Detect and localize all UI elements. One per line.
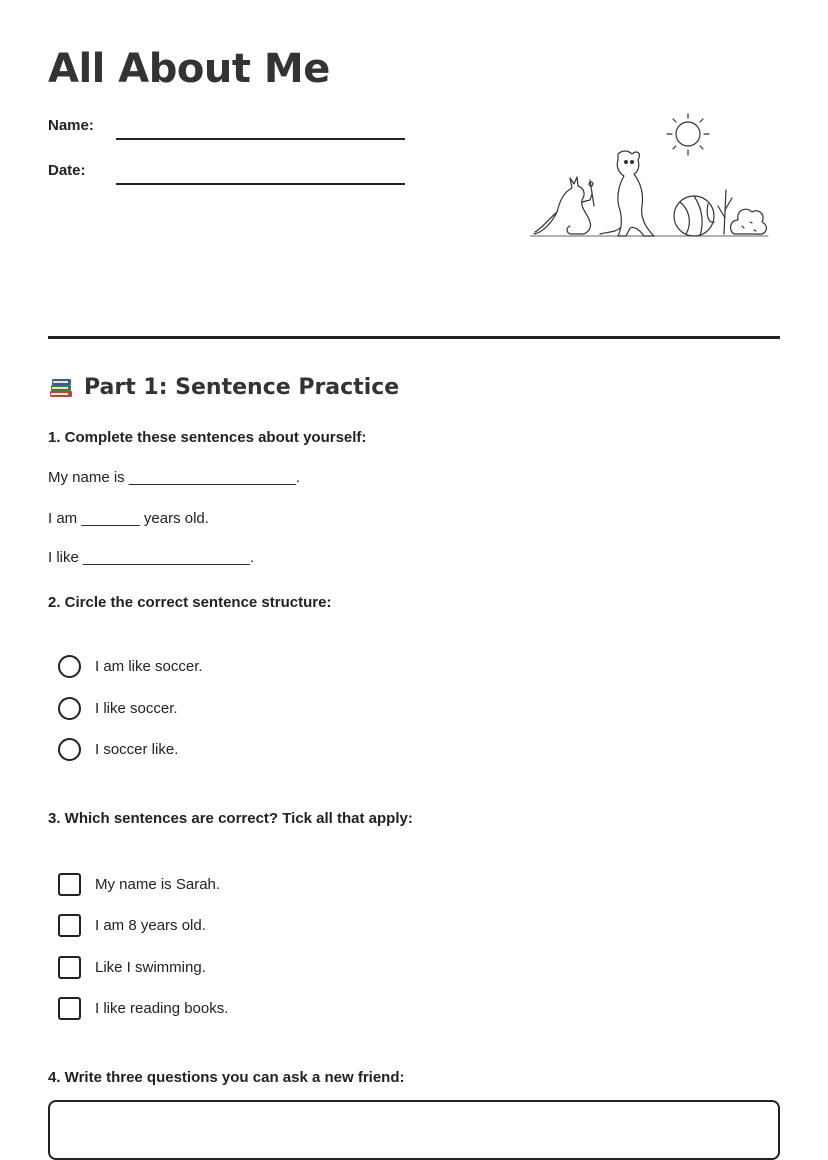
option-label: I like reading books. — [95, 1000, 229, 1017]
option-label: Like I swimming. — [95, 959, 206, 976]
radio-option-3[interactable] — [58, 738, 178, 761]
ball-icon — [674, 196, 714, 236]
checkbox-option-3[interactable] — [58, 956, 206, 979]
name-label: Name: — [48, 117, 94, 134]
kangaroo-illustration — [530, 110, 770, 245]
checkbox[interactable] — [58, 956, 81, 979]
date-label: Date: — [48, 162, 86, 179]
checkbox[interactable] — [58, 914, 81, 937]
answer-box[interactable] — [48, 1100, 780, 1160]
radio-circle[interactable] — [58, 655, 81, 678]
tree-icon — [718, 190, 732, 234]
sentence-like[interactable]: I like ____________________. — [48, 549, 255, 566]
radio-option-1[interactable] — [58, 655, 203, 678]
radio-circle[interactable] — [58, 697, 81, 720]
checkbox[interactable] — [58, 873, 81, 896]
bush-icon — [731, 209, 767, 234]
question-3-title: 3. Which sentences are correct? Tick all that apply: — [48, 810, 413, 827]
page-title: All About Me — [48, 46, 330, 92]
option-label: My name is Sarah. — [95, 876, 221, 893]
question-4-title: 4. Write three questions you can ask a new friend: — [48, 1069, 405, 1086]
option-label: I like soccer. — [95, 700, 178, 717]
date-line[interactable] — [116, 183, 405, 185]
radio-option-2[interactable] — [58, 697, 178, 720]
kangaroo-icon — [600, 151, 654, 236]
question-1-title: 1. Complete these sentences about yourself: — [48, 429, 367, 446]
option-label: I am 8 years old. — [95, 917, 206, 934]
checkbox-option-1[interactable] — [58, 873, 220, 896]
part1-title: Part 1: Sentence Practice — [84, 374, 400, 400]
part1-heading — [48, 374, 399, 400]
radio-circle[interactable] — [58, 738, 81, 761]
option-label: I am like soccer. — [95, 658, 203, 675]
books-icon — [48, 374, 74, 400]
checkbox-option-4[interactable] — [58, 997, 228, 1020]
sun-icon — [667, 114, 709, 155]
checkbox-option-2[interactable] — [58, 914, 206, 937]
section-divider — [48, 336, 780, 339]
kangaroo-icon — [534, 177, 594, 234]
name-line[interactable] — [116, 138, 405, 140]
sentence-age[interactable]: I am _______ years old. — [48, 510, 209, 527]
sentence-name[interactable]: My name is ____________________. — [48, 469, 300, 486]
checkbox[interactable] — [58, 997, 81, 1020]
question-2-title: 2. Circle the correct sentence structure: — [48, 594, 332, 611]
option-label: I soccer like. — [95, 741, 179, 758]
